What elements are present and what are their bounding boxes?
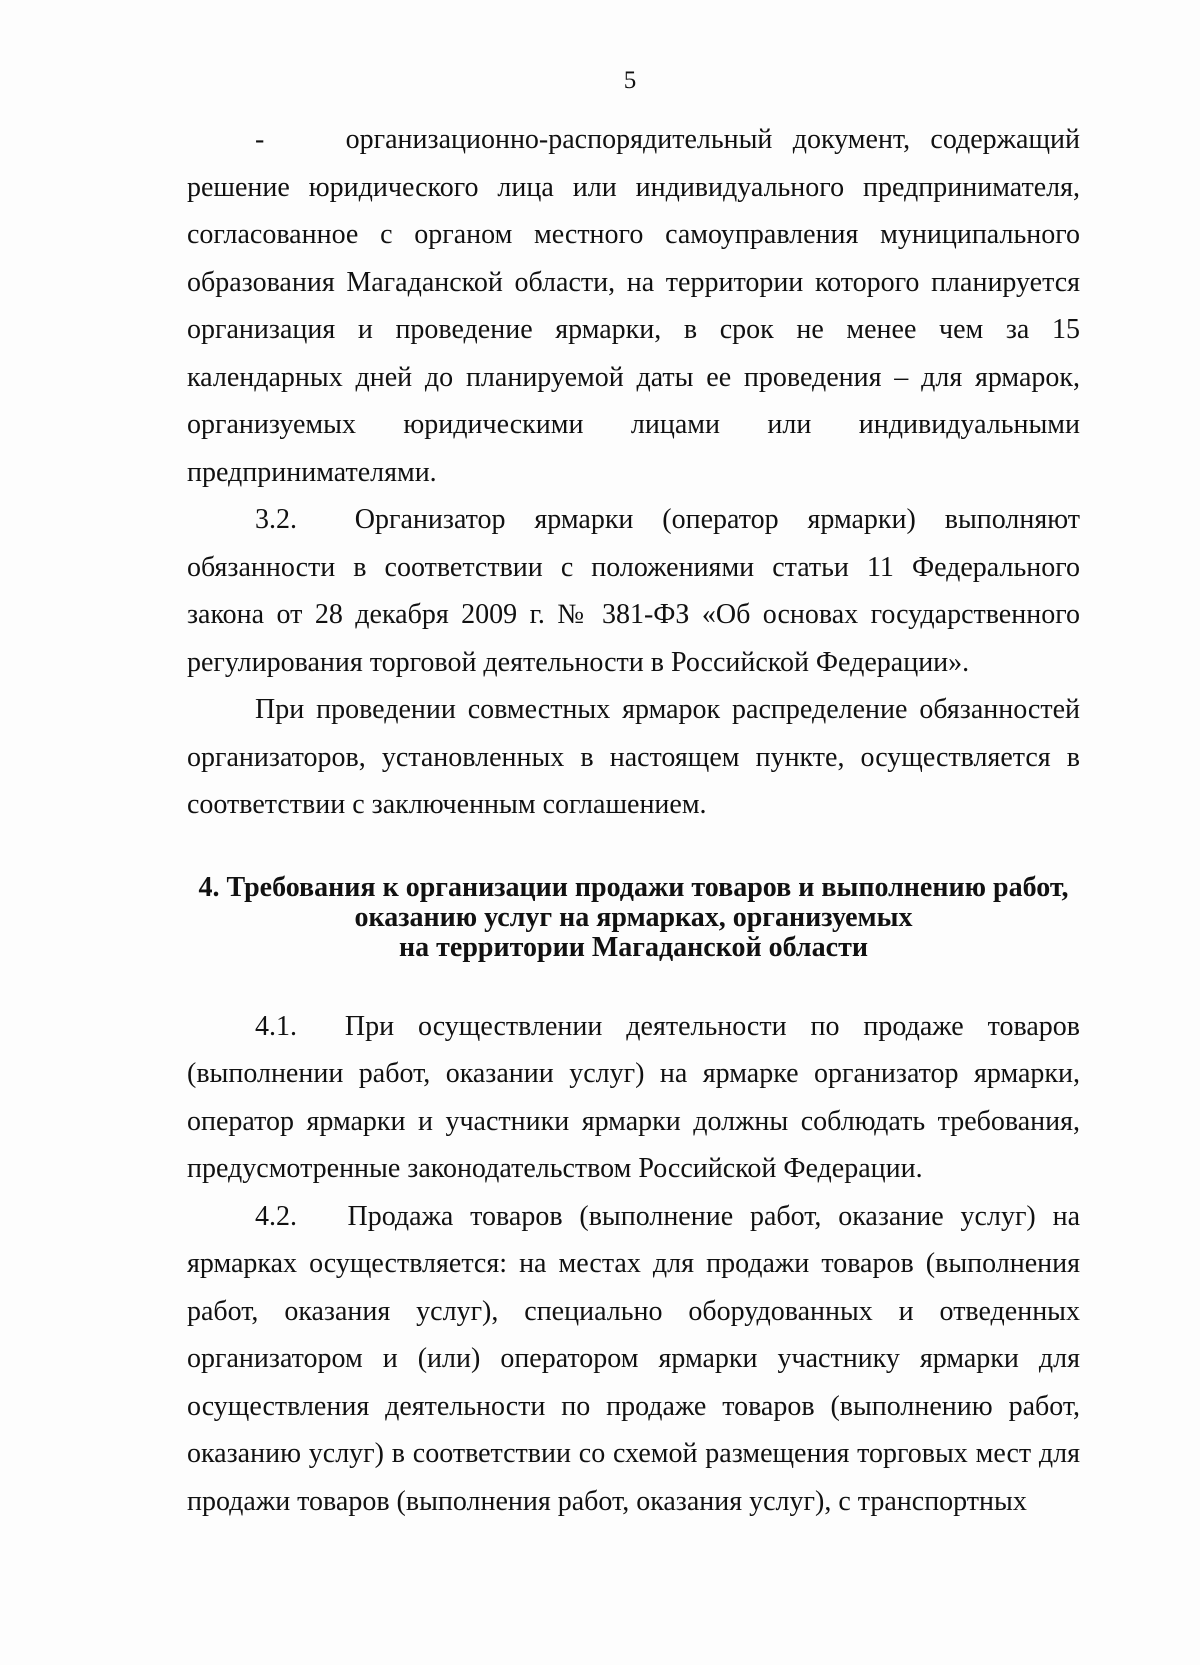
- paragraph-organizational-document: - организационно-распорядительный документ, содержащий решение юридического лица или индивидуального предпринимателя, согласованное с органом местного самоуправления муниципального образования Магаданской области, на территории которого планируется организация и проведение ярмарки, в срок не менее чем за 15 календарных дней до планируемой даты ее проведения – для ярмарок, организуемых юридическими лицами или индивидуальными предпринимателями.: [187, 124, 1080, 488]
- document-body: [187, 116, 1080, 1525]
- section-heading-line-3: на территории Магаданской области: [399, 931, 868, 963]
- paragraph-joint-fairs: При проведении совместных ярмарок распределение обязанностей организаторов, установленных в настоящем пункте, осуществляется в соответствии с заключенным соглашением.: [187, 694, 1080, 820]
- paragraph-4-2: 4.2. Продажа товаров (выполнение работ, оказание услуг) на ярмарках осуществляется: на местах для продажи товаров (выполнения работ, оказания услуг), специально оборудованных и отведенных организатором и (или) оператором ярмарки участнику ярмарки для осуществления деятельности по продаже товаров (выполнению работ, оказанию услуг) в соответствии со схемой размещения торговых мест для продажи товаров (выполнения работ, оказания услуг), с транспортных: [187, 1200, 1080, 1517]
- section-heading-line-1: 4. Требования к организации продажи товаров и выполнению работ,: [198, 871, 1069, 903]
- paragraph-4-1: 4.1. При осуществлении деятельности по продаже товаров (выполнении работ, оказании услуг) на ярмарке организатор ярмарки, оператор ярмарки и участники ярмарки должны соблюдать требования, предусмотренные законодательством Российской Федерации.: [187, 1010, 1080, 1184]
- section-4-heading: [187, 873, 1080, 963]
- paragraph-3-2: 3.2. Организатор ярмарки (оператор ярмарки) выполняют обязанности в соответствии с положениями статьи 11 Федерального закона от 28 декабря 2009 г. № 381-ФЗ «Об основах государственного регулирования торговой деятельности в Российской Федерации».: [187, 504, 1080, 678]
- section-heading-line-2: оказанию услуг на ярмарках, организуемых: [354, 901, 913, 933]
- page-number: 5: [623, 67, 637, 94]
